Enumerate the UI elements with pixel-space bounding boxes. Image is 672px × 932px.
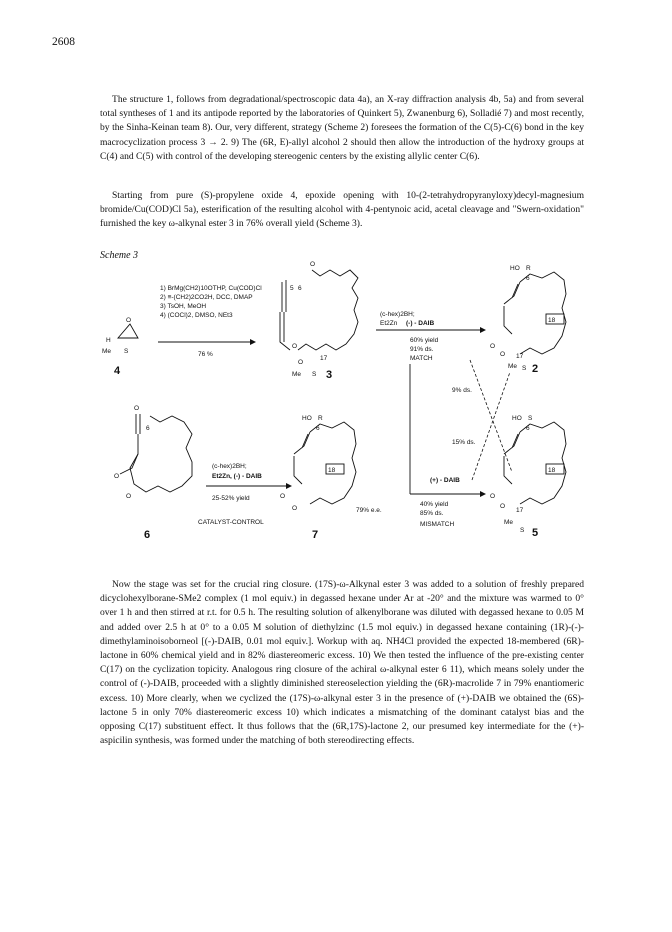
reagent-label: (c-hex)2BH; (380, 311, 415, 318)
atom-label: 6 (526, 425, 530, 432)
cat-control-yield: 25-52% yield (212, 495, 250, 502)
atom-label: Me (102, 348, 112, 355)
catalyst-label: (+) - DAIB (430, 477, 460, 484)
atom-label: H (106, 337, 111, 344)
ee-label: 79% e.e. (356, 507, 382, 514)
step-1: 1) BrMg(CH2)10OTHP, Cu(COD)Cl (160, 285, 262, 292)
cross-ds-1: 9% ds. (452, 387, 472, 394)
atom-label: Me (504, 519, 514, 526)
atom-label: O (292, 505, 298, 512)
compound-6-structure (114, 405, 192, 541)
ring-size: 18 (548, 317, 556, 324)
step-3: 3) TsOH, MeOH (160, 303, 207, 310)
compound-label-3: 3 (326, 369, 333, 381)
compound-2-structure (490, 265, 566, 375)
match-yield: 60% yield (410, 337, 439, 344)
ring-size: 18 (328, 467, 336, 474)
compound-5-structure (490, 415, 566, 539)
atom-label: O (310, 261, 316, 268)
cat-control-reagent: (c-hex)2BH; (212, 463, 247, 470)
compound-label-2: 2 (532, 363, 539, 375)
catalyst-label: (-) - DAIB (406, 320, 435, 327)
compound-4-structure (102, 317, 138, 377)
atom-label: HO (302, 415, 312, 422)
atom-label: 6 (298, 285, 302, 292)
atom-label: O (126, 317, 132, 324)
compound-label-6: 6 (144, 529, 151, 541)
atom-label: O (500, 503, 506, 510)
atom-label: 17 (516, 353, 524, 360)
step-4: 4) (COCl)2, DMSO, NEt3 (160, 312, 233, 319)
compound-3-structure (280, 261, 358, 381)
atom-label: 5 (290, 285, 294, 292)
atom-label: 6 (526, 275, 530, 282)
arrow-head (480, 327, 486, 333)
atom-label: HO (510, 265, 520, 272)
atom-label: S (528, 415, 533, 422)
atom-label: S (520, 527, 525, 534)
cat-control-catalyst: Et2Zn, (-) - DAIB (212, 473, 262, 480)
cat-control-label: CATALYST-CONTROL (198, 519, 264, 526)
atom-label: O (490, 343, 496, 350)
atom-label: Me (508, 363, 518, 370)
atom-label: HO (512, 415, 522, 422)
atom-label: R (318, 415, 323, 422)
atom-label: O (292, 343, 298, 350)
atom-label: S (124, 348, 129, 355)
atom-label: Me (292, 371, 302, 378)
atom-label: S (312, 371, 317, 378)
mismatch-label: MISMATCH (420, 521, 455, 528)
mismatch-ds: 85% ds. (420, 510, 444, 517)
compound-label-5: 5 (532, 527, 539, 539)
paragraph-intro: The structure 1, follows from degradational/spectroscopic data 4a), an X-ray diffraction analysis 4b, 5a) and from several total syntheses of 1 and its antipode reported by the laboratories of Quinkert 5), Zwanenburg 6), Solladié 7) and most recently, by the Sinha-Keinan team 8). Our, very different, strategy (Scheme 2) foresees the formation of the C(5)-C(6) bond in the key macrocyclization process 3 → 2. 9) The (6R, E)-allyl alcohol 2 should then allow the introduction of the hydroxy groups at C(4) and C(5) with control of the developing stereogenic centers by the existing allylic center C(6). (100, 94, 584, 162)
reagent-label: Et2Zn (380, 320, 398, 327)
atom-label: 17 (320, 355, 328, 362)
page-number: 2608 (52, 36, 75, 48)
match-label: MATCH (410, 355, 433, 362)
arrow-head (286, 483, 292, 489)
paragraph-synthesis: Starting from pure (S)-propylene oxide 4, epoxide opening with 10-(2-tetrahydropyranyloxy)decyl-magnesium bromide/Cu(COD)Cl 5a), esterification of the resulting alcohol with 4-pentynoic acid, acetal cleavage and "Swern-oxidation" furnished the key ω-alkynal ester 3 in 76% overall yield (Scheme 3). (100, 190, 584, 230)
atom-label: O (490, 493, 496, 500)
arrow-head (480, 491, 486, 497)
atom-label: O (126, 493, 132, 500)
scheme-title: Scheme 3 (100, 250, 139, 261)
step-2: 2) ≡-(CH2)2CO2H, DCC, DMAP (160, 294, 253, 301)
compound-7-structure (280, 415, 356, 541)
atom-label: O (280, 493, 286, 500)
atom-label: O (134, 405, 140, 412)
cross-arrow-down (470, 360, 512, 472)
match-ds: 91% ds. (410, 346, 434, 353)
ring-size: 18 (548, 467, 556, 474)
atom-label: 6 (316, 425, 320, 432)
compound-label-4: 4 (114, 365, 121, 377)
atom-label: 6 (146, 425, 150, 432)
arrow-head (250, 339, 256, 345)
compound-label-7: 7 (312, 529, 319, 541)
scheme-3-figure (80, 252, 600, 552)
atom-label: O (114, 473, 120, 480)
mismatch-yield: 40% yield (420, 501, 449, 508)
cross-ds-2: 15% ds. (452, 439, 476, 446)
atom-label: 17 (516, 507, 524, 514)
paragraph-results: Now the stage was set for the crucial ring closure. (17S)-ω-Alkynal ester 3 was added to a solution of freshly prepared dicyclohexylborane-SMe2 complex (1 mol equiv.) in degassed hexane under Ar at -20° and the mixture was warmed to 0° over 1 h and then stirred at r.t. for 0.5 h. The resulting solution of alkenylborane was diluted with degassed hexane to 0.05 M and added over 2.5 h at 0° to a 0.05 M solution of diethylzinc (1.5 mol equiv.) in degassed hexane containing (1R)-(-)-dimethylaminoisoborneol [(-)-DAIB, 0.01 mol equiv.]. Workup with aq. NH4Cl provided the expected 18-membered (6R)-lactone in 60% chemical yield and in 82% diastereomeric excess. 10) We then tested the influence of the pre-existing center C(17) on the cyclization topicity. Analogous ring closure of the achiral ω-alkynal ester 6 11), which means solely under the control of (-)-DAIB, proceeded with a slightly diminished stereoselection yielding the (6R)-macrolide 7 in 79% enantiomeric excess. 10) More clearly, when we cyclized the (17S)-ω-alkynal ester 3 in the presence of (+)-DAIB we obtained the (6S)-lactone 5 in only 70% diastereomeric excess 10) which indicates a mismatching of the dominant catalyst bias and the opposing C(17) substituent effect. It thus follows that the (6R,17S)-lactone 2, our presumed key intermediate for the (+)-aspicilin synthesis, was formed under the matching of both stereodirecting effects. (100, 579, 584, 747)
step-reagents (160, 285, 262, 319)
atom-label: R (526, 265, 531, 272)
atom-label: O (298, 359, 304, 366)
atom-label: S (522, 365, 527, 372)
atom-label: O (500, 351, 506, 358)
yield-label: 76 % (198, 351, 213, 358)
